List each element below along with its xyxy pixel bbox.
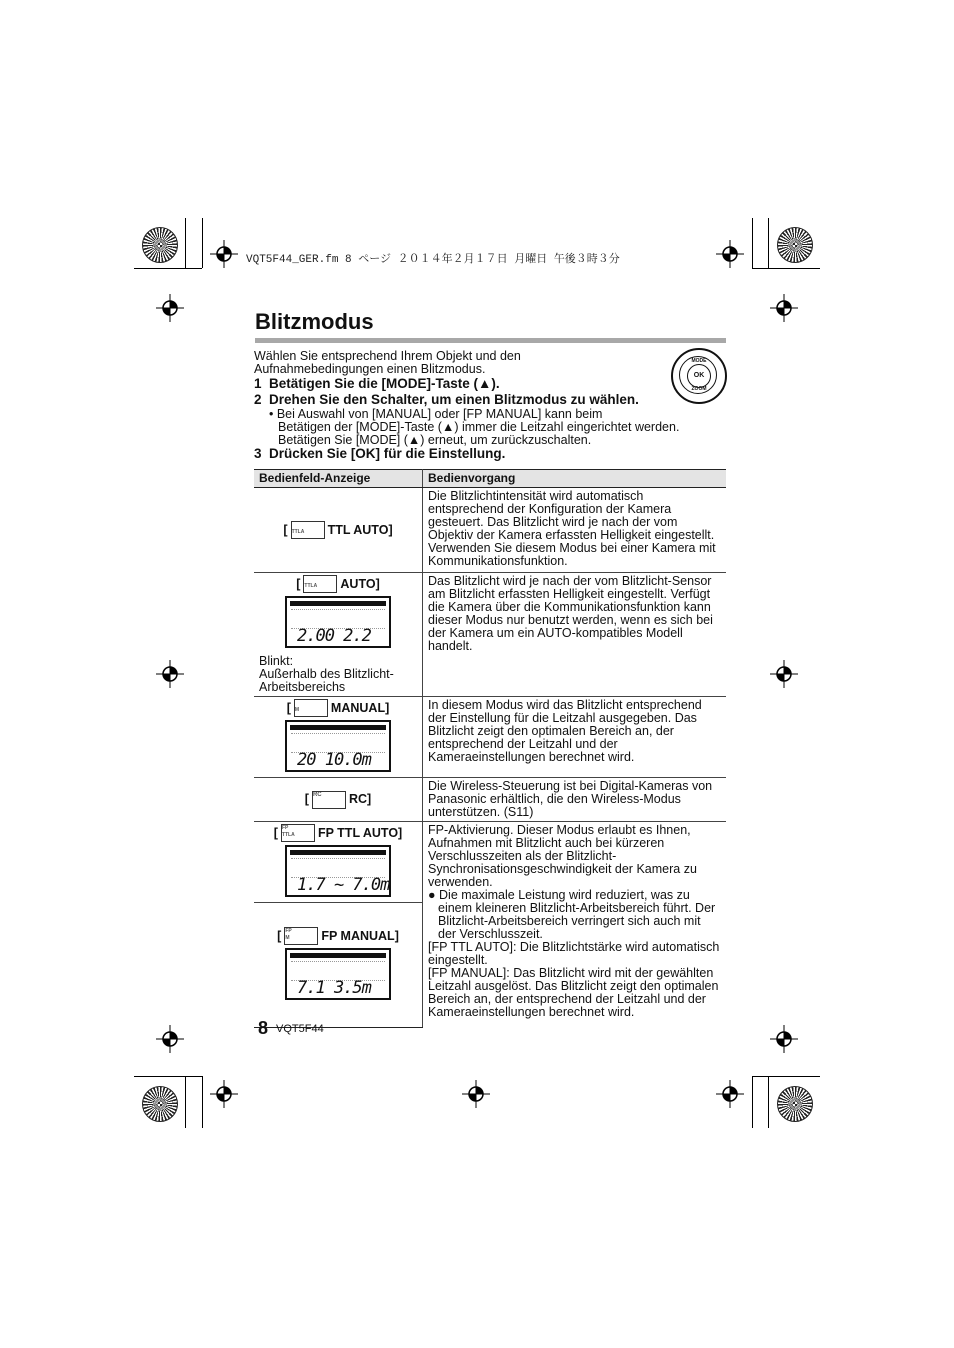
table-header-row [254,470,726,488]
lcd-display-icon [285,596,391,648]
mode-description: In diesem Modus wird das Blitzlicht entsprechend der Einstellung für die Leitzahl ausgegeben. Das Blitzlicht zeigt den optimalen Bereich an, der entsprechend der Leitzahl und der Kameraeinstellungen berechnet wird. [423,697,727,778]
page-title: Blitzmodus [255,309,374,334]
file-header: VQT5F44_GER.fm 8 ページ ２０１４年２月１７日 月曜日 午後３時３分 [246,254,620,266]
registration-crosshair-icon [156,1025,184,1053]
mode-label: [ M MANUAL] [287,699,390,717]
step-3 [254,446,505,461]
registration-crosshair-icon [770,294,798,322]
mode-label: [ TTLA TTL AUTO] [283,521,392,539]
mode-label: [ TTLA AUTO] [296,575,380,593]
crop-mark [202,218,203,268]
mode-description: Die Wireless-Steuerung ist bei Digital-Kameras von Panasonic erhältlich, die den Wireless-Modus unterstützen. (S11) [423,778,727,822]
crop-mark [185,218,186,268]
fp-manual-icon: FP M [284,927,318,945]
lcd-readout: 1.7 ~ 7.0m [297,875,390,895]
fp-ttl-auto-icon: FP TTLA [281,824,315,842]
crop-mark [185,1076,186,1128]
step-text: Betätigen Sie die [MODE]-Taste (▲). [269,376,500,391]
crop-mark [768,218,769,268]
step-1 [254,376,500,391]
registration-crosshair-icon [716,1080,744,1108]
step-text: Drücken Sie [OK] für die Einstellung. [269,446,506,461]
table-row [254,778,726,822]
registration-sunburst [777,1086,813,1122]
dial-ok-label: OK [687,364,711,388]
registration-crosshair-icon [462,1080,490,1108]
step-number: 2 [254,392,262,407]
step-2-note: • Bei Auswahl von [MANUAL] oder [FP MANUAL] kann beim Betätigen der [MODE]-Taste (▲) immer die Leitzahl eingerichtet werden. Betätigen Sie [MODE] (▲) erneut, um zurückzuschalten. [269,407,680,447]
mode-label: [ FP TTLA FP TTL AUTO] [274,824,402,842]
crop-mark [768,1076,769,1128]
registration-crosshair-icon [770,1025,798,1053]
crop-mark [202,1076,203,1128]
intro-text: Wählen Sie entsprechend Ihrem Objekt und den Aufnahmebedingungen einen Blitzmodus. [254,349,521,376]
registration-sunburst [142,227,178,263]
mode-description: Die Blitzlichtintensität wird automatisch entsprechend der Konfiguration der Kamera gesteuert. Das Blitzlicht wird je nach der vom Objektiv der Kamera erfassten Helligkeit eingestellt. Verwenden Sie diesem Modus bei einer Kamera mit Kommunikationsfunktion. [423,488,727,573]
crop-mark [134,1076,202,1077]
rc-icon: RC [312,791,346,809]
auto-icon: TTLA [303,575,337,593]
column-header: Bedienfeld-Anzeige [254,470,423,488]
manual-icon: M [294,699,328,717]
dial-mode-label: MODE [691,358,707,364]
blink-description: Außerhalb des Blitzlicht-Arbeitsbereichs [259,667,394,694]
registration-crosshair-icon [156,660,184,688]
lcd-readout: 7.1 3.5m [297,978,371,998]
mode-label: [ FP M FP MANUAL] [277,927,399,945]
registration-sunburst [142,1086,178,1122]
flash-mode-table [254,469,726,1028]
dial-zoom-label: ZOOM [691,386,707,392]
ttl-auto-icon: TTLA [291,521,325,539]
registration-crosshair-icon [156,294,184,322]
registration-crosshair-icon [210,240,238,268]
fp-mode-description: FP-Aktivierung. Dieser Modus erlaubt es Ihnen, Aufnahmen mit Blitzlicht auch bei kürzeren Verschlusszeiten als der Blitzlicht-Synchronisationsgeschwindigkeit der Kamera zu verwenden. ● Die maximale Leistung wird reduziert, was zu einem kleineren Blitzlicht-Arbeitsbereich führt. Der Blitzlicht-Arbeitsbereich verringert sich auch mit der Verschlusszeit. [FP TTL AUTO]: Die Blitzlichtstärke wird automatisch eingestellt. [FP MANUAL]: Das Blitzlicht wird mit der gewählten Leitzahl ausgelöst. Das Blitzlicht zeigt den optimalen Bereich an, der entsprechend der Leitzahl und der Kameraeinstellungen berechnet wird. [423,822,727,1028]
lcd-readout: 20 10.0m [297,750,371,770]
lcd-readout: 2.00 2.2 [297,626,371,646]
column-header: Bedienvorgang [423,470,727,488]
step-number: 1 [254,376,262,391]
lcd-display-icon [285,845,391,897]
blink-label: Blinkt: [259,654,294,668]
crop-mark [752,218,753,268]
crop-mark [752,1076,820,1077]
mode-dial-icon [671,348,727,404]
registration-crosshair-icon [210,1080,238,1108]
lcd-display-icon [285,948,391,1000]
table-row [254,697,726,778]
table-row [254,488,726,573]
table-row [254,822,726,903]
registration-sunburst [777,227,813,263]
step-2 [254,392,639,407]
crop-mark [134,268,202,269]
mode-description: Das Blitzlicht wird je nach der vom Blitzlicht-Sensor am Blitzlicht erfassten Helligkeit eingestellt. Verfügt die Kamera über die Kommunikationsfunktion kann dieser Modus nur benutzt werden, wenn es sich bei der Kamera um ein AUTO-kompatibles Modell handelt. [423,573,727,697]
lcd-display-icon [285,720,391,772]
registration-crosshair-icon [716,240,744,268]
page-number: 8 [258,1018,269,1038]
crop-mark [752,1076,753,1128]
crop-mark [752,268,820,269]
mode-label: [ RC RC] [305,791,371,809]
step-text: Drehen Sie den Schalter, um einen Blitzmodus zu wählen. [269,392,639,407]
registration-crosshair-icon [770,660,798,688]
step-number: 3 [254,446,262,461]
document-code: VQT5F44 [276,1023,324,1035]
table-row [254,573,726,697]
title-rule [255,338,726,343]
